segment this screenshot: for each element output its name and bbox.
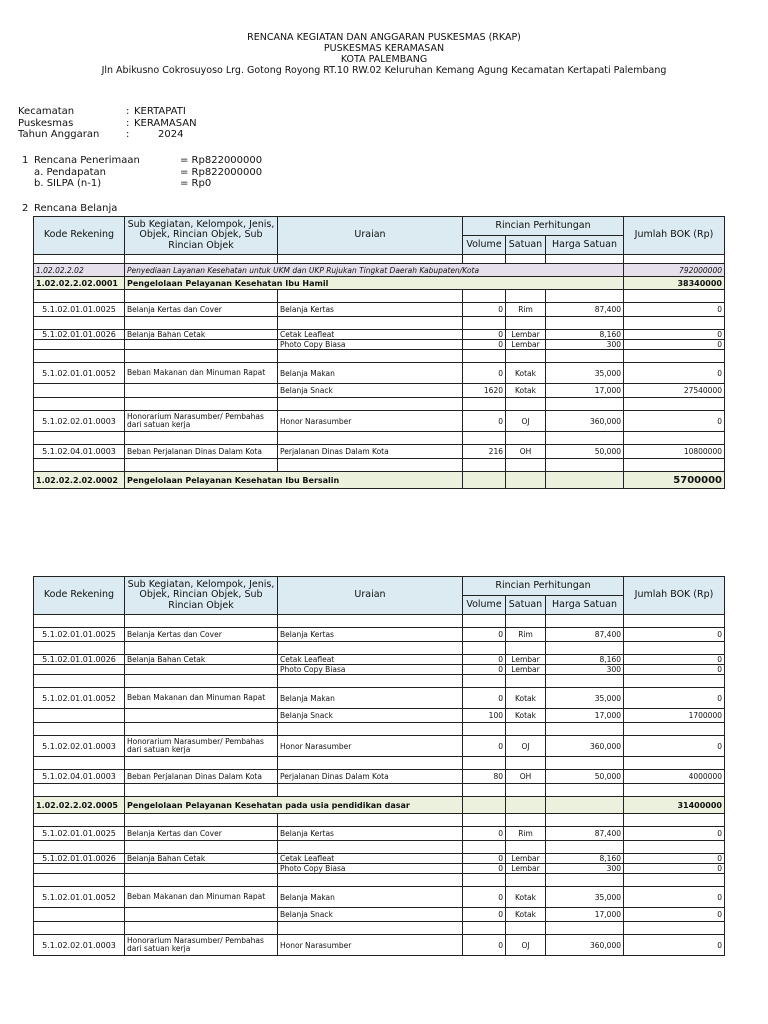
row-uraian: Belanja Snack bbox=[278, 908, 463, 922]
table-row bbox=[34, 770, 725, 784]
row-sub: Beban Makanan dan Minuman Rapat bbox=[125, 688, 278, 709]
row-jumlah: 0 bbox=[624, 655, 725, 665]
table-row bbox=[34, 935, 725, 956]
row-satuan: OJ bbox=[506, 935, 546, 956]
pendapatan-value: = Rp822000000 bbox=[180, 166, 263, 178]
table-row bbox=[34, 797, 725, 814]
col-harga: Harga Satuan bbox=[546, 596, 624, 615]
table-row bbox=[34, 827, 725, 841]
row-harga: 35,000 bbox=[546, 363, 624, 384]
row-satuan: OJ bbox=[506, 411, 546, 432]
table-row bbox=[34, 688, 725, 709]
row-volume: 0 bbox=[463, 864, 506, 874]
row-kode: 1.02.02.2.02.0001 bbox=[34, 277, 125, 290]
row-uraian: Belanja Snack bbox=[278, 709, 463, 723]
row-volume: 0 bbox=[463, 628, 506, 642]
col-harga: Harga Satuan bbox=[546, 236, 624, 255]
info-value: KERTAPATI bbox=[134, 106, 186, 117]
row-jumlah: 0 bbox=[624, 688, 725, 709]
row-uraian: Belanja Snack bbox=[278, 384, 463, 398]
row-satuan: Kotak bbox=[506, 887, 546, 908]
row-volume: 0 bbox=[463, 363, 506, 384]
row-sub: Belanja Kertas dan Cover bbox=[125, 628, 278, 642]
row-jumlah: 31400000 bbox=[624, 797, 725, 814]
row-harga: 87,400 bbox=[546, 303, 624, 317]
row-satuan: Kotak bbox=[506, 384, 546, 398]
row-jumlah: 0 bbox=[624, 628, 725, 642]
row-kode: 1.02.02.2.02 bbox=[34, 264, 125, 277]
row-jumlah: 5700000 bbox=[624, 472, 725, 489]
row-volume: 0 bbox=[463, 655, 506, 665]
row-satuan: Kotak bbox=[506, 908, 546, 922]
info-value: 2024 bbox=[158, 129, 184, 140]
row-volume: 0 bbox=[463, 887, 506, 908]
row-satuan: Lembar bbox=[506, 340, 546, 350]
row-uraian: Belanja Kertas bbox=[278, 303, 463, 317]
row-jumlah: 27540000 bbox=[624, 384, 725, 398]
row-sub: Honorarium Narasumber/ Pembahas dari satuan kerja bbox=[125, 411, 278, 432]
row-uraian: Photo Copy Biasa bbox=[278, 864, 463, 874]
row-volume: 0 bbox=[463, 303, 506, 317]
col-kode: Kode Rekening bbox=[34, 217, 125, 255]
col-satuan: Satuan bbox=[506, 596, 546, 615]
row-jumlah: 0 bbox=[624, 303, 725, 317]
row-jumlah: 0 bbox=[624, 827, 725, 841]
row-kode: 5.1.02.01.01.0025 bbox=[34, 303, 125, 317]
row-jumlah: 0 bbox=[624, 665, 725, 675]
row-volume: 0 bbox=[463, 935, 506, 956]
row-uraian: Honor Narasumber bbox=[278, 935, 463, 956]
row-satuan: OJ bbox=[506, 736, 546, 757]
table-row bbox=[34, 384, 725, 398]
row-kode: 5.1.02.01.01.0025 bbox=[34, 628, 125, 642]
col-uraian: Uraian bbox=[278, 217, 463, 255]
row-text: Pengelolaan Pelayanan Kesehatan Ibu Bersalin bbox=[125, 472, 463, 489]
table-row bbox=[34, 854, 725, 864]
row-uraian: Honor Narasumber bbox=[278, 411, 463, 432]
info-label: Kecamatan bbox=[18, 106, 75, 117]
row-kode: 5.1.02.01.01.0052 bbox=[34, 363, 125, 384]
row-kode: 5.1.02.04.01.0003 bbox=[34, 770, 125, 784]
row-volume: 0 bbox=[463, 340, 506, 350]
row-uraian: Belanja Kertas bbox=[278, 628, 463, 642]
row-volume: 0 bbox=[463, 688, 506, 709]
row-harga: 360,000 bbox=[546, 736, 624, 757]
belanja-block bbox=[22, 203, 322, 215]
city-name: KOTA PALEMBANG bbox=[340, 54, 428, 65]
row-harga: 87,400 bbox=[546, 628, 624, 642]
col-volume: Volume bbox=[463, 596, 506, 615]
row-satuan: Rim bbox=[506, 628, 546, 642]
row-kode: 5.1.02.04.01.0003 bbox=[34, 445, 125, 459]
table-row bbox=[34, 628, 725, 642]
penerimaan-label: Rencana Penerimaan bbox=[34, 155, 140, 166]
row-satuan: Lembar bbox=[506, 655, 546, 665]
row-kode: 5.1.02.01.01.0052 bbox=[34, 688, 125, 709]
table-row bbox=[34, 709, 725, 723]
row-volume: 0 bbox=[463, 411, 506, 432]
row-kode: 5.1.02.01.01.0026 bbox=[34, 655, 125, 665]
col-rincian: Rincian Perhitungan bbox=[463, 577, 624, 596]
penerimaan-total: = Rp822000000 bbox=[180, 155, 263, 166]
row-sub: Beban Makanan dan Minuman Rapat bbox=[125, 887, 278, 908]
table-row bbox=[34, 363, 725, 384]
col-kode: Kode Rekening bbox=[34, 577, 125, 615]
table-row bbox=[34, 736, 725, 757]
row-uraian: Belanja Makan bbox=[278, 688, 463, 709]
row-volume: 0 bbox=[463, 827, 506, 841]
row-jumlah: 0 bbox=[624, 935, 725, 956]
row-jumlah: 0 bbox=[624, 330, 725, 340]
row-harga: 300 bbox=[546, 340, 624, 350]
row-uraian: Honor Narasumber bbox=[278, 736, 463, 757]
document-title: RENCANA KEGIATAN DAN ANGGARAN PUSKESMAS (RKAP) bbox=[247, 32, 521, 43]
row-harga: 17,000 bbox=[546, 709, 624, 723]
row-volume: 1620 bbox=[463, 384, 506, 398]
row-kode: 5.1.02.02.01.0003 bbox=[34, 935, 125, 956]
row-satuan: OH bbox=[506, 445, 546, 459]
row-satuan: Kotak bbox=[506, 709, 546, 723]
row-harga: 50,000 bbox=[546, 445, 624, 459]
col-jumlah: Jumlah BOK (Rp) bbox=[624, 217, 725, 255]
row-text: Penyediaan Layanan Kesehatan untuk UKM dan UKP Rujukan Tingkat Daerah Kabupaten/Kota bbox=[125, 264, 624, 277]
row-satuan: Rim bbox=[506, 303, 546, 317]
budget-table-1 bbox=[33, 216, 725, 489]
row-text: Pengelolaan Pelayanan Kesehatan Ibu Hamil bbox=[125, 277, 624, 290]
pendapatan-label: a. Pendapatan bbox=[34, 166, 106, 178]
row-harga: 8,160 bbox=[546, 854, 624, 864]
row-harga: 300 bbox=[546, 864, 624, 874]
row-jumlah: 0 bbox=[624, 340, 725, 350]
row-satuan: Lembar bbox=[506, 854, 546, 864]
table-row bbox=[34, 665, 725, 675]
table-row bbox=[34, 411, 725, 432]
col-rincian: Rincian Perhitungan bbox=[463, 217, 624, 236]
table-row bbox=[34, 330, 725, 340]
row-uraian: Perjalanan Dinas Dalam Kota bbox=[278, 770, 463, 784]
row-satuan: Lembar bbox=[506, 665, 546, 675]
row-satuan: Lembar bbox=[506, 330, 546, 340]
row-uraian: Cetak Leafleat bbox=[278, 655, 463, 665]
table-row bbox=[34, 864, 725, 874]
silpa-label: b. SILPA (n-1) bbox=[34, 178, 102, 189]
row-harga: 300 bbox=[546, 665, 624, 675]
table-row bbox=[34, 340, 725, 350]
row-jumlah: 38340000 bbox=[624, 277, 725, 290]
row-volume: 100 bbox=[463, 709, 506, 723]
row-harga: 17,000 bbox=[546, 908, 624, 922]
row-jumlah: 4000000 bbox=[624, 770, 725, 784]
row-kode: 5.1.02.01.01.0026 bbox=[34, 330, 125, 340]
info-value: KERAMASAN bbox=[134, 117, 197, 129]
address: Jln Abikusno Cokrosuyoso Lrg. Gotong Royong RT.10 RW.02 Keluruhan Kemang Agung Kecamatan Kertapati Palembang bbox=[101, 65, 667, 76]
row-satuan: Rim bbox=[506, 827, 546, 841]
row-harga: 8,160 bbox=[546, 655, 624, 665]
belanja-label: Rencana Belanja bbox=[34, 203, 118, 214]
table-row bbox=[34, 887, 725, 908]
row-uraian: Photo Copy Biasa bbox=[278, 340, 463, 350]
table-row bbox=[34, 655, 725, 665]
col-sub: Sub Kegiatan, Kelompok, Jenis, Objek, Rincian Objek, Sub Rincian Objek bbox=[125, 217, 278, 255]
budget-table-2 bbox=[33, 576, 725, 956]
row-harga: 35,000 bbox=[546, 887, 624, 908]
row-kode: 1.02.02.2.02.0005 bbox=[34, 797, 125, 814]
row-jumlah: 0 bbox=[624, 411, 725, 432]
row-sub: Beban Makanan dan Minuman Rapat bbox=[125, 363, 278, 384]
row-harga: 50,000 bbox=[546, 770, 624, 784]
table-row bbox=[34, 472, 725, 489]
row-harga: 35,000 bbox=[546, 688, 624, 709]
row-kode: 5.1.02.01.01.0025 bbox=[34, 827, 125, 841]
row-volume: 0 bbox=[463, 736, 506, 757]
col-volume: Volume bbox=[463, 236, 506, 255]
row-kode: 5.1.02.01.01.0052 bbox=[34, 887, 125, 908]
row-sub: Beban Perjalanan Dinas Dalam Kota bbox=[125, 770, 278, 784]
row-harga: 87,400 bbox=[546, 827, 624, 841]
row-sub: Belanja Kertas dan Cover bbox=[125, 303, 278, 317]
col-satuan: Satuan bbox=[506, 236, 546, 255]
row-sub: Honorarium Narasumber/ Pembahas dari satuan kerja bbox=[125, 736, 278, 757]
table-row bbox=[34, 303, 725, 317]
row-jumlah: 0 bbox=[624, 736, 725, 757]
info-label: Puskesmas bbox=[18, 117, 74, 129]
row-satuan: OH bbox=[506, 770, 546, 784]
row-satuan: Kotak bbox=[506, 363, 546, 384]
row-satuan: Kotak bbox=[506, 688, 546, 709]
row-uraian: Belanja Makan bbox=[278, 363, 463, 384]
row-uraian: Perjalanan Dinas Dalam Kota bbox=[278, 445, 463, 459]
row-sub: Honorarium Narasumber/ Pembahas dari satuan kerja bbox=[125, 935, 278, 956]
row-kode: 5.1.02.02.01.0003 bbox=[34, 411, 125, 432]
belanja-no: 2 bbox=[22, 203, 29, 214]
row-volume: 216 bbox=[463, 445, 506, 459]
row-volume: 0 bbox=[463, 330, 506, 340]
row-harga: 360,000 bbox=[546, 411, 624, 432]
row-uraian: Belanja Kertas bbox=[278, 827, 463, 841]
table-row bbox=[34, 908, 725, 922]
info-label: Tahun Anggaran bbox=[18, 129, 100, 140]
row-sub: Belanja Bahan Cetak bbox=[125, 854, 278, 864]
row-uraian: Photo Copy Biasa bbox=[278, 665, 463, 675]
row-jumlah: 10800000 bbox=[624, 445, 725, 459]
penerimaan-no: 1 bbox=[22, 155, 29, 166]
row-kode: 5.1.02.02.01.0003 bbox=[34, 736, 125, 757]
row-jumlah: 0 bbox=[624, 363, 725, 384]
col-jumlah: Jumlah BOK (Rp) bbox=[624, 577, 725, 615]
row-kode: 5.1.02.01.01.0026 bbox=[34, 854, 125, 864]
row-sub: Beban Perjalanan Dinas Dalam Kota bbox=[125, 445, 278, 459]
row-volume: 0 bbox=[463, 665, 506, 675]
row-sub: Belanja Kertas dan Cover bbox=[125, 827, 278, 841]
penerimaan-block bbox=[22, 155, 422, 190]
org-name: PUSKESMAS KERAMASAN bbox=[323, 43, 445, 54]
col-sub: Sub Kegiatan, Kelompok, Jenis, Objek, Rincian Objek, Sub Rincian Objek bbox=[125, 577, 278, 615]
row-jumlah: 0 bbox=[624, 864, 725, 874]
silpa-value: = Rp0 bbox=[180, 178, 212, 189]
row-jumlah: 0 bbox=[624, 887, 725, 908]
row-jumlah: 0 bbox=[624, 854, 725, 864]
table-row bbox=[34, 264, 725, 277]
col-uraian: Uraian bbox=[278, 577, 463, 615]
row-uraian: Cetak Leafleat bbox=[278, 330, 463, 340]
table-row bbox=[34, 445, 725, 459]
row-satuan: Lembar bbox=[506, 864, 546, 874]
row-uraian: Belanja Makan bbox=[278, 887, 463, 908]
row-sub: Belanja Bahan Cetak bbox=[125, 330, 278, 340]
row-volume: 0 bbox=[463, 908, 506, 922]
row-jumlah: 1700000 bbox=[624, 709, 725, 723]
table-row bbox=[34, 277, 725, 290]
row-uraian: Cetak Leafleat bbox=[278, 854, 463, 864]
row-text: Pengelolaan Pelayanan Kesehatan pada usia pendidikan dasar bbox=[125, 797, 463, 814]
row-jumlah: 0 bbox=[624, 908, 725, 922]
row-harga: 17,000 bbox=[546, 384, 624, 398]
row-harga: 360,000 bbox=[546, 935, 624, 956]
row-jumlah: 792000000 bbox=[624, 264, 725, 277]
row-volume: 0 bbox=[463, 854, 506, 864]
row-sub: Belanja Bahan Cetak bbox=[125, 655, 278, 665]
row-volume: 80 bbox=[463, 770, 506, 784]
row-harga: 8,160 bbox=[546, 330, 624, 340]
row-kode: 1.02.02.2.02.0002 bbox=[34, 472, 125, 489]
